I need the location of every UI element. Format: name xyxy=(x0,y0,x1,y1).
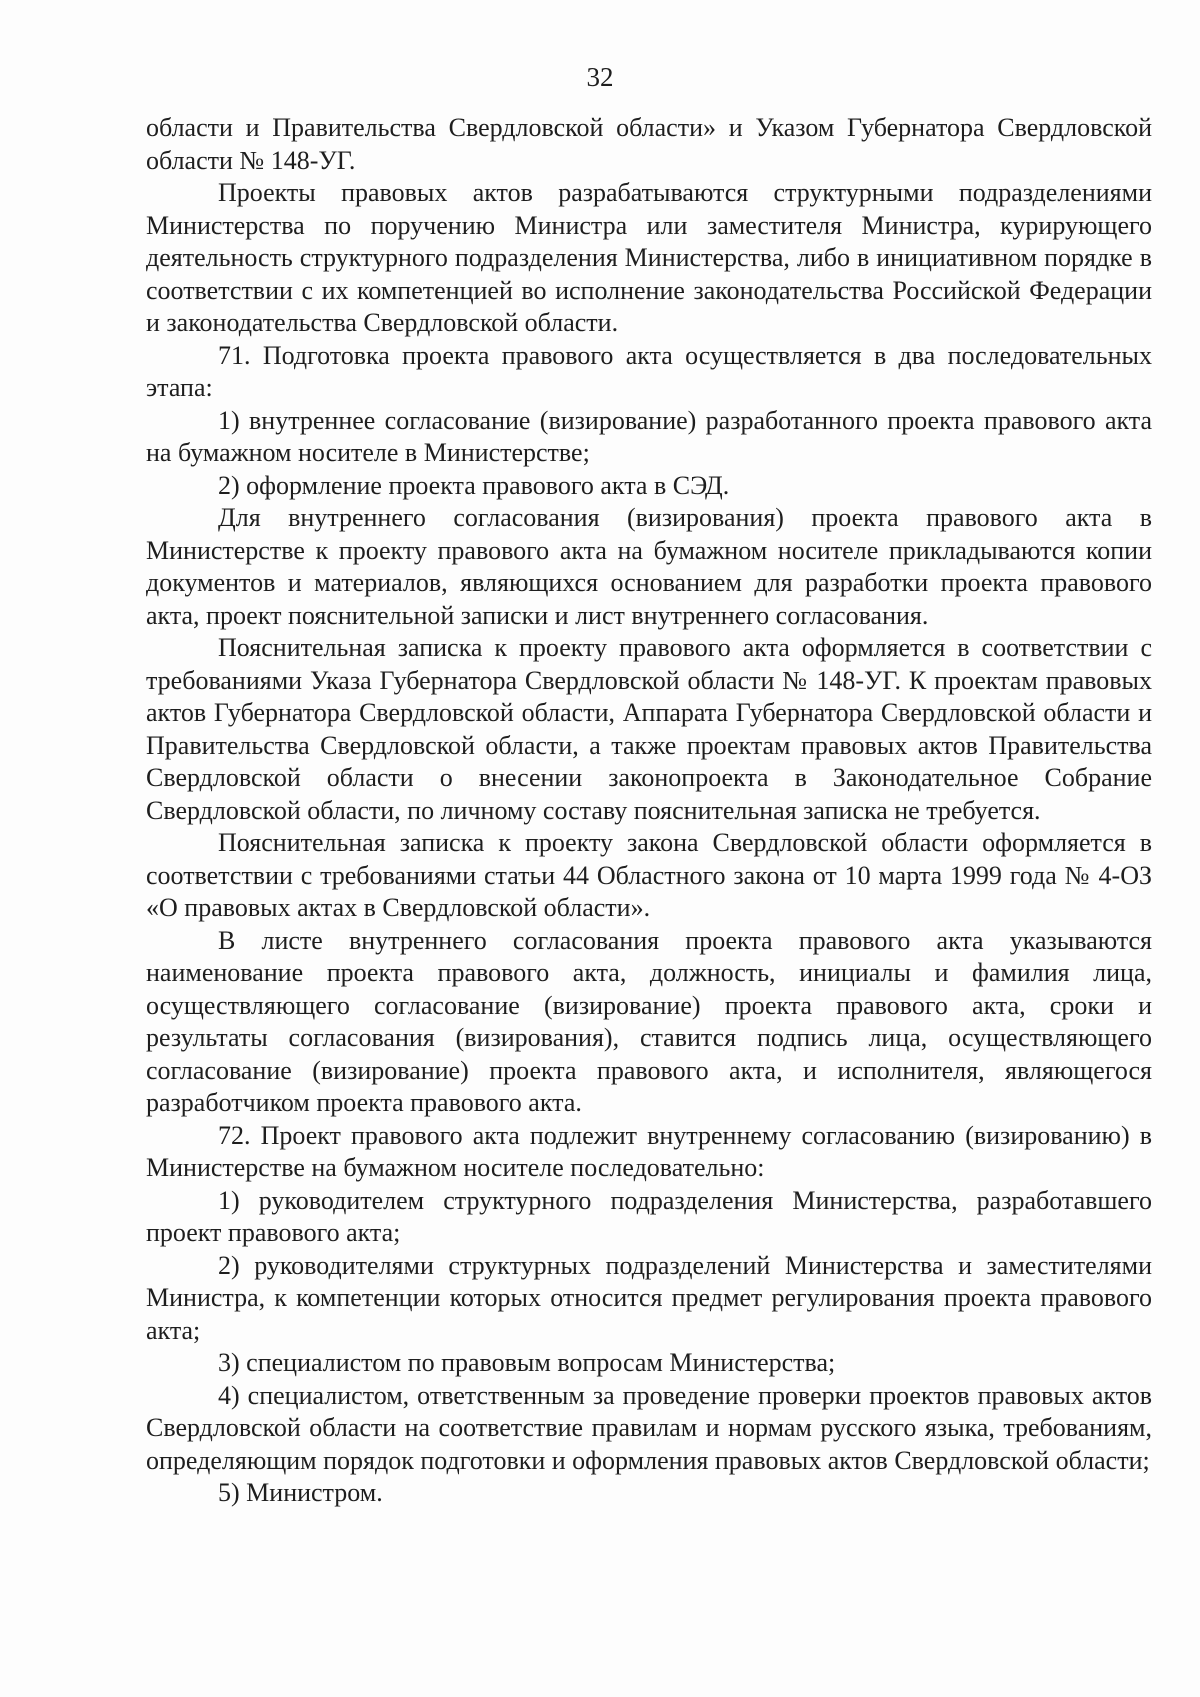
paragraph-item-71: 71. Подготовка проекта правового акта осуществляется в два последовательных этапа: xyxy=(146,340,1152,402)
paragraph-explanatory-note-law: Пояснительная записка к проекту закона Свердловской области оформляется в соответствии с требованиями статьи 44 Областного закона от 10 марта 1999 года № 4-ОЗ «О правовых актах в Свердловской области». xyxy=(146,828,1152,922)
paragraph-71-stage-2: 2) оформление проекта правового акта в СЭД. xyxy=(218,470,730,500)
paragraph-internal-approval-docs: Для внутреннего согласования (визирования) проекта правового акта в Министерстве к проекту правового акта на бумажном носителе прикладываются копии документов и материалов, являющихся основанием для разработки проекта правового акта, проект пояснительной записки и лист внутреннего согласования. xyxy=(146,503,1152,630)
paragraph-72-step-2: 2) руководителями структурных подразделений Министерства и заместителями Министра, к компетенции которых относится предмет регулирования проекта правового акта; xyxy=(146,1250,1152,1345)
paragraph-72-step-4: 4) специалистом, ответственным за проведение проверки проектов правовых актов Свердловской области на соответствие правилам и нормам русского языка, требованиям, определяющим порядок подготовки и оформления правовых актов Свердловской области; xyxy=(146,1380,1152,1475)
document-body xyxy=(146,112,1152,1510)
paragraph-72-step-1: 1) руководителем структурного подразделения Министерства, разработавшего проект правового акта; xyxy=(146,1185,1152,1247)
page-number: 32 xyxy=(586,62,614,92)
paragraph-drafting-units: Проекты правовых актов разрабатываются структурными подразделениями Министерства по поручению Министра или заместителя Министра, курирующего деятельность структурного подразделения Министерства, либо в инициативном порядке в соответствии с их компетенцией во исполнение законодательства Российской Федерации и законодательства Свердловской области. xyxy=(146,178,1152,337)
paragraph-approval-sheet: В листе внутреннего согласования проекта правового акта указываются наименование проекта правового акта, должность, инициалы и фамилия лица, осуществляющего согласование (визирование) проекта правового акта, сроки и результаты согласования (визирования), ставится подпись лица, осуществляющего согласование (визирование) проекта правового акта, и исполнителя, являющегося разработчиком проекта правового акта. xyxy=(146,925,1152,1117)
paragraph-72-step-3: 3) специалистом по правовым вопросам Министерства; xyxy=(218,1348,836,1377)
paragraph-explanatory-note: Пояснительная записка к проекту правового акта оформляется в соответствии с требованиями Указа Губернатора Свердловской области № 148-УГ. К проектам правовых актов Губернатора Свердловской области, Аппарата Губернатора Свердловской области и Правительства Свердловской области, а также проектам правовых актов Правительства Свердловской области о внесении законопроекта в Законодательное Собрание Свердловской области, по личному составу пояснительная записка не требуется. xyxy=(146,633,1152,825)
paragraph-72-step-5: 5) Министром. xyxy=(218,1478,383,1507)
paragraph-continuation: области и Правительства Свердловской области» и Указом Губернатора Свердловской области № 148-УГ. xyxy=(146,113,1152,175)
paragraph-item-72: 72. Проект правового акта подлежит внутреннему согласованию (визированию) в Министерстве на бумажном носителе последовательно: xyxy=(146,1120,1152,1182)
paragraph-71-stage-1: 1) внутреннее согласование (визирование) разработанного проекта правового акта на бумажном носителе в Министерстве; xyxy=(146,405,1152,467)
